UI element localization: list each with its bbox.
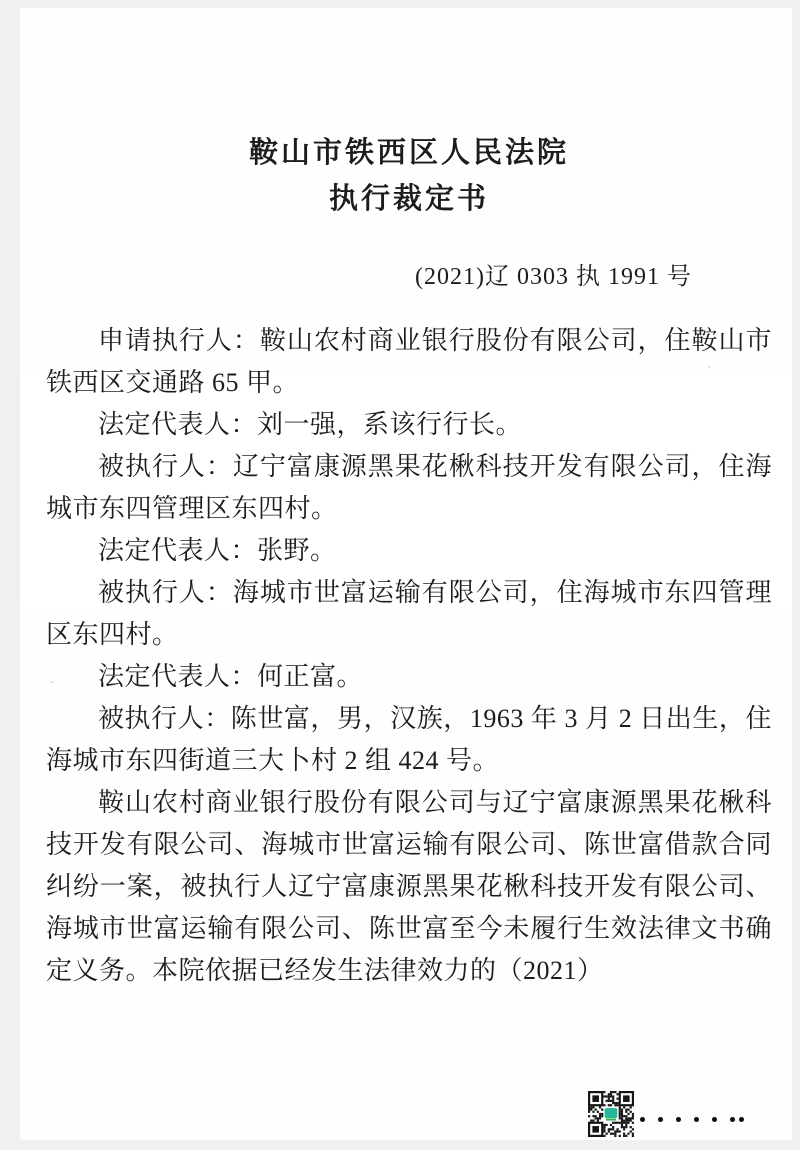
footer-dot xyxy=(640,1117,645,1122)
footer-dot xyxy=(712,1117,717,1122)
document-content xyxy=(46,130,772,992)
document-body xyxy=(46,320,772,992)
paragraph-respondent-3: 被执行人：陈世富，男，汉族，1963 年 3 月 2 日出生，住海城市东四街道三大卜村 2 组 424 号。 xyxy=(46,704,772,775)
paragraph-legal-rep-1: 法定代表人：刘一强，系该行行长。 xyxy=(98,410,523,439)
paragraph-legal-rep-2: 法定代表人：张野。 xyxy=(98,536,337,565)
paragraph-case-summary: 鞍山农村商业银行股份有限公司与辽宁富康源黑果花楸科技开发有限公司、海城市世富运输有限公司、陈世富借款合同纠纷一案，被执行人辽宁富康源黑果花楸科技开发有限公司、海城市世富运输有限公司、陈世富至今未履行生效法律文书确定义务。本院依据已经发生法律效力的（2021） xyxy=(46,788,772,985)
footer-dot xyxy=(658,1117,663,1122)
qr-code-icon xyxy=(588,1091,634,1137)
page-footer xyxy=(588,1091,744,1137)
paragraph-respondent-2: 被执行人：海城市世富运输有限公司，住海城市东四管理区东四村。 xyxy=(46,578,772,649)
case-number: (2021)辽 0303 执 1991 号 xyxy=(415,264,692,290)
footer-dot xyxy=(739,1117,744,1122)
document-type-title: 执行裁定书 xyxy=(328,183,489,215)
page-dots xyxy=(640,1117,744,1122)
footer-dot xyxy=(676,1117,681,1122)
document-page xyxy=(20,8,792,1140)
paragraph-respondent-1: 被执行人：辽宁富康源黑果花楸科技开发有限公司，住海城市东四管理区东四村。 xyxy=(46,452,772,523)
paragraph-legal-rep-3: 法定代表人：何正富。 xyxy=(98,662,364,691)
court-name: 鞍山市铁西区人民法院 xyxy=(248,137,569,169)
paragraph-applicant: 申请执行人：鞍山农村商业银行股份有限公司，住鞍山市铁西区交通路 65 甲。 xyxy=(46,326,772,397)
footer-dot xyxy=(694,1117,699,1122)
footer-dot xyxy=(730,1117,735,1122)
